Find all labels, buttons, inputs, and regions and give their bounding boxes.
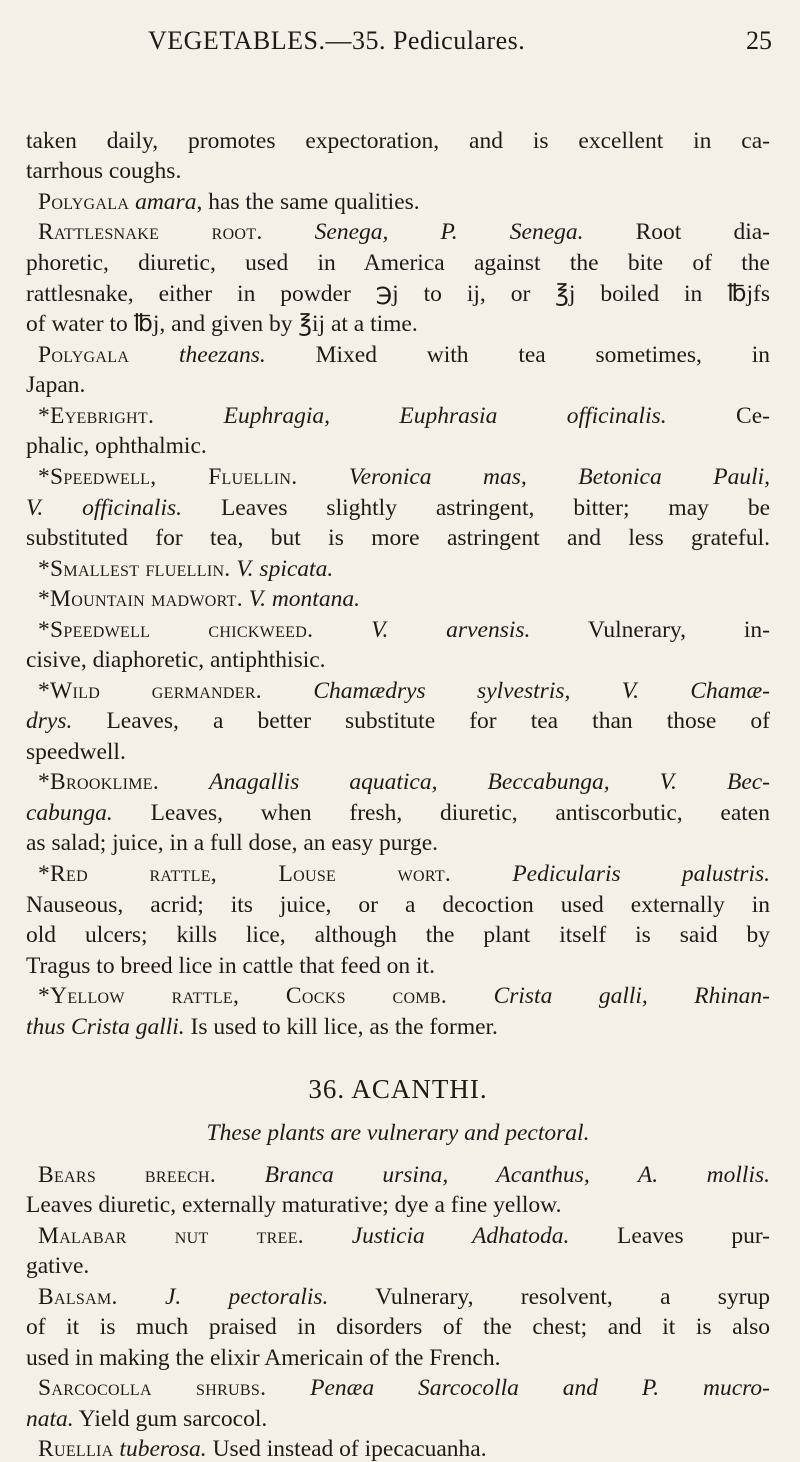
page-header [0,26,800,66]
entry-mountain-madwort: *Mountain madwort. V. montana. [38,586,360,612]
text-line: Nauseous, acrid; its juice, or a decoction used externally in [26,892,770,918]
page-number: 25 [746,26,772,55]
text-line: substituted for tea, but is more astringent and less grateful. [26,525,770,551]
entry-malabar-nut-tree: Malabar nut tree. Justicia Adhatoda. Leaves pur- [38,1223,770,1249]
running-title: VEGETABLES.—35. Pediculares. [148,26,526,55]
text-line: as salad; juice, in a full dose, an easy purge. [26,830,438,856]
entry-polygala-theezans: Polygala theezans. Mixed with tea sometimes, in [38,342,770,368]
entry-speedwell-chickweed: *Speedwell chickweed. V. arvensis. Vulnerary, in- [38,617,770,643]
entry-rattlesnake-root: Rattlesnake root. Senega, P. Senega. Root dia- [38,219,770,245]
entry-red-rattle: *Red rattle, Louse wort. Pedicularis palustris. [38,861,770,887]
entry-speedwell: *Speedwell, Fluellin. Veronica mas, Betonica Pauli, [38,464,771,490]
text-line: cabunga. Leaves, when fresh, diuretic, antiscorbutic, eaten [26,800,770,826]
text-line: cisive, diaphoretic, antiphthisic. [26,647,326,673]
section-heading: 36. ACANTHI. [308,1074,488,1104]
text-line: phoretic, diuretic, used in America against the bite of the [26,250,770,276]
section-intro: These plants are vulnerary and pectoral. [206,1120,590,1146]
entry-eyebright: *Eyebright. Euphragia, Euphrasia officinalis. Ce- [38,403,770,429]
text-line: thus Crista galli. Is used to kill lice, as the former. [26,1014,498,1040]
entry-sarcocolla-shrubs: Sarcocolla shrubs. Penæa Sarcocolla and P. mucro- [38,1375,770,1401]
text-line: phalic, ophthalmic. [26,433,207,459]
entry-yellow-rattle: *Yellow rattle, Cocks comb. Crista galli, Rhinan- [38,983,770,1009]
text-line: rattlesnake, either in powder ℈j to ij, or ℥j boiled in ℔jfs [26,281,770,307]
text-line: of it is much praised in disorders of the chest; and it is also [26,1314,770,1340]
entry-polygala-amara: Polygala amara, has the same qualities. [38,189,420,215]
text-line: of water to ℔j, and given by ℥ij at a time. [26,311,418,337]
text-line: old ulcers; kills lice, although the plant itself is said by [26,922,770,948]
entry-brooklime: *Brooklime. Anagallis aquatica, Beccabunga, V. Bec- [38,769,771,795]
entry-balsam: Balsam. J. pectoralis. Vulnerary, resolvent, a syrup [38,1284,770,1310]
entry-wild-germander: *Wild germander. Chamædrys sylvestris, V. Chamæ- [38,678,770,704]
text-line: used in making the elixir Americain of the French. [26,1345,501,1371]
text-line: tarrhous coughs. [26,158,182,184]
text-line: gative. [26,1253,90,1279]
text-line: speedwell. [26,739,126,765]
text-line: Japan. [26,372,86,398]
text-line: drys. Leaves, a better substitute for tea than those of [26,708,770,734]
text-line: V. officinalis. Leaves slightly astringent, bitter; may be [26,495,770,521]
text-line: nata. Yield gum sarcocol. [26,1406,268,1432]
text-line: Tragus to breed lice in cattle that feed on it. [26,953,435,979]
entry-smallest-fluellin: *Smallest fluellin. V. spicata. [38,556,334,582]
entry-ruellia-tuberosa: Ruellia tuberosa. Used instead of ipecacuanha. [38,1436,487,1462]
text-line: Leaves diuretic, externally maturative; dye a fine yellow. [26,1192,562,1218]
text-line: taken daily, promotes expectoration, and is excellent in ca- [26,128,770,154]
entry-bears-breech: Bears breech. Branca ursina, Acanthus, A. mollis. [38,1162,771,1188]
